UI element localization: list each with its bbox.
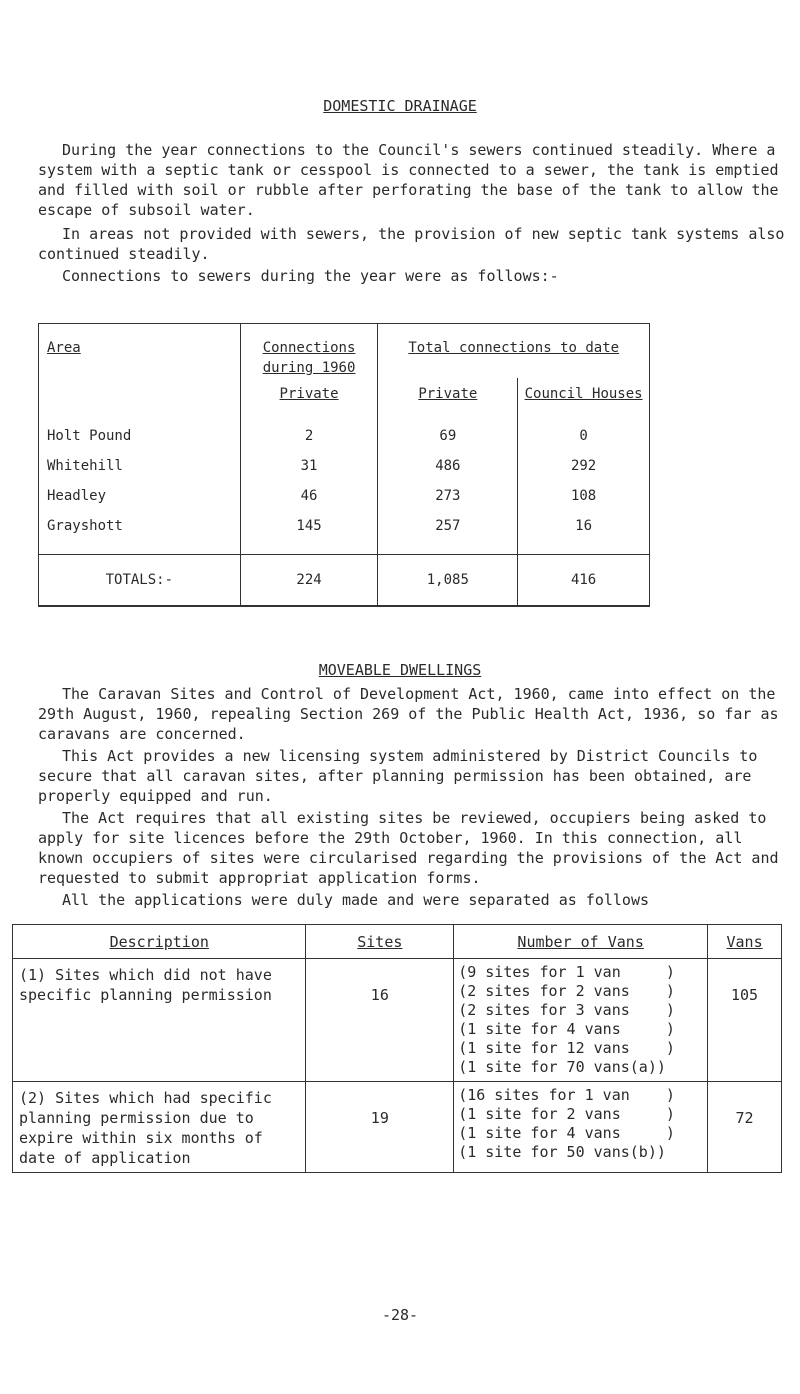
header-total-connections: Total connections to date: [378, 324, 650, 379]
row-private: 69: [378, 426, 518, 456]
heading-domestic-drainage: DOMESTIC DRAINAGE: [323, 97, 477, 115]
row-vans: 105: [708, 959, 782, 1082]
row-council: 0: [518, 426, 650, 456]
paragraph-review-sites: The Act requires that all existing sites be reviewed, occupiers being asked to apply for site licences before the 29th October, 1960. In this connection, all known occupiers of sites were circularised regarding the provisions of the Act and requested to submit appropriat application forms.: [38, 809, 788, 887]
row-council: 16: [518, 516, 650, 554]
header-area: Area: [39, 324, 241, 379]
header-description: Description: [13, 925, 306, 959]
header-council-houses: Council Houses: [518, 378, 650, 426]
row-area: Holt Pound: [39, 426, 241, 456]
page-number: -28-: [381, 1306, 419, 1324]
header-connections-1960: Connections during 1960: [240, 324, 378, 379]
paragraph-intro-table: Connections to sewers during the year were as follows:-: [62, 267, 559, 285]
row-private: 486: [378, 456, 518, 486]
connections-table: [38, 323, 650, 607]
paragraph-applications: All the applications were duly made and were separated as follows: [62, 891, 649, 909]
row-private: 273: [378, 486, 518, 516]
paragraph-licensing: This Act provides a new licensing system administered by District Councils to secure that all caravan sites, after planning permission has been obtained, are properly equipped and run.: [38, 747, 767, 805]
totals-private: 1,085: [378, 554, 518, 606]
paragraph-caravan-act: The Caravan Sites and Control of Development Act, 1960, came into effect on the 29th August, 1960, repealing Section 269 of the Public Health Act, 1936, so far as caravans are concerned.: [38, 685, 788, 743]
table-row: [39, 486, 650, 516]
row-connections: 2: [240, 426, 378, 456]
totals-connections: 224: [240, 554, 378, 606]
row-council: 292: [518, 456, 650, 486]
header-vans: Vans: [708, 925, 782, 959]
table-row: [13, 1082, 782, 1173]
header-private-1960: Private: [240, 378, 378, 426]
header-blank: [39, 378, 241, 426]
totals-row: [39, 554, 650, 606]
row-sites: 16: [306, 959, 454, 1082]
header-private-total: Private: [378, 378, 518, 426]
table-row: [39, 516, 650, 554]
header-number-of-vans: Number of Vans: [454, 925, 708, 959]
paragraph-septic-tanks: In areas not provided with sewers, the provision of new septic tank systems also continued steadily.: [38, 225, 794, 263]
row-private: 257: [378, 516, 518, 554]
row-description: (1) Sites which did not have specific planning permission: [13, 959, 306, 1082]
row-connections: 46: [240, 486, 378, 516]
row-sites: 19: [306, 1082, 454, 1173]
row-area: Headley: [39, 486, 241, 516]
row-connections: 145: [240, 516, 378, 554]
row-description: (2) Sites which had specific planning permission due to expire within six months of date of application: [13, 1082, 306, 1173]
caravan-sites-table: [12, 924, 782, 1173]
row-vans: 72: [708, 1082, 782, 1173]
row-area: Whitehill: [39, 456, 241, 486]
row-area: Grayshott: [39, 516, 241, 554]
row-number-of-vans: (16 sites for 1 van ) (1 site for 2 vans ) (1 site for 4 vans ) (1 site for 50 vans(b)): [454, 1082, 708, 1173]
row-connections: 31: [240, 456, 378, 486]
table-row: [13, 959, 782, 1082]
row-council: 108: [518, 486, 650, 516]
table-row: [39, 456, 650, 486]
table-row: [39, 426, 650, 456]
totals-council: 416: [518, 554, 650, 606]
header-sites: Sites: [306, 925, 454, 959]
row-number-of-vans: (9 sites for 1 van ) (2 sites for 2 vans ) (2 sites for 3 vans ) (1 site for 4 vans ) (1 site for 12 vans ) (1 site for 70 vans(a)): [454, 959, 708, 1082]
heading-moveable-dwellings: MOVEABLE DWELLINGS: [318, 661, 482, 679]
totals-label: TOTALS:-: [39, 554, 241, 606]
paragraph-connections: During the year connections to the Council's sewers continued steadily. Where a system with a septic tank or cesspool is connected to a sewer, the tank is emptied and filled with soil or rubble after perforating the base of the tank to allow the escape of subsoil water.: [38, 141, 788, 219]
